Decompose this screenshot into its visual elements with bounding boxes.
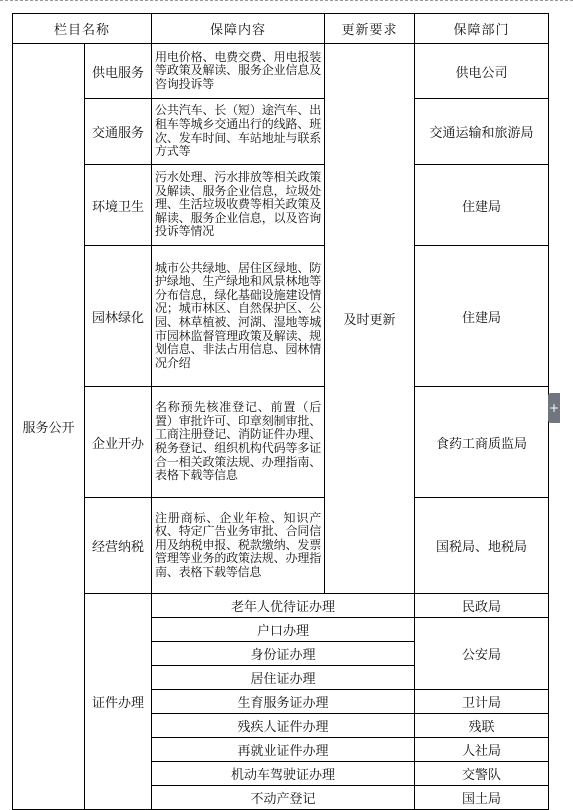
table-row (13, 44, 549, 99)
header-update: 更新要求 (325, 14, 415, 44)
header-content: 保障内容 (152, 14, 325, 44)
category-cell: 服务公开 (13, 44, 85, 810)
content-cell: 用电价格、电费交费、用电报装等政策及解读、服务企业信息及咨询投诉等 (152, 44, 325, 99)
header-dept: 保障部门 (415, 14, 549, 44)
sub-column: 经营纳税 (85, 498, 152, 594)
dept-cell: 交警队 (415, 762, 549, 786)
table-row (13, 99, 549, 165)
document-name: 老年人优待证办理 (152, 594, 415, 618)
sub-column: 环境卫生 (85, 165, 152, 246)
dept-cell: 住建局 (415, 165, 549, 246)
table-row (13, 387, 549, 498)
content-cell: 注册商标、企业年检、知识产权、特定广告业务审批、合同信用及纳税申报、税款缴纳、发票管理等业务的政策法规、办理指南、表格下载等信息 (152, 498, 325, 594)
sub-column: 企业开办 (85, 387, 152, 498)
dept-cell: 国税局、地税局 (415, 498, 549, 594)
plus-icon[interactable]: + (548, 393, 560, 423)
document-name: 生育服务证办理 (152, 690, 415, 714)
dept-cell: 人社局 (415, 738, 549, 762)
dept-cell: 残联 (415, 714, 549, 738)
document-name: 户口办理 (152, 618, 415, 642)
table-row (13, 165, 549, 246)
dept-cell: 公安局 (415, 618, 549, 690)
sub-column: 交通服务 (85, 99, 152, 165)
table-row (13, 246, 549, 387)
content-cell: 污水处理、污水排放等相关政策及解读、服务企业信息，垃圾处理、生活垃圾收费等相关政策及解读、服务企业信息，以及咨询投诉等情况 (152, 165, 325, 246)
document-name: 机动车驾驶证办理 (152, 762, 415, 786)
content-cell: 城市公共绿地、居住区绿地、防护绿地、生产绿地和风景林地等分布信息，绿化基础设施建设情况；城市林区、自然保护区、公园、林草植被、河湖、湿地等城市园林监督管理政策及解读、规划信息、非法占用信息、园林情况介绍 (152, 246, 325, 387)
dept-cell: 民政局 (415, 594, 549, 618)
dept-cell: 住建局 (415, 246, 549, 387)
header-row (13, 14, 549, 44)
document-name: 不动产登记 (152, 786, 415, 810)
header-column-name: 栏目名称 (13, 14, 152, 44)
service-table (12, 13, 549, 810)
content-cell: 公共汽车、长（短）途汽车、出租车等城乡交通出行的线路、班次、发车时间、车站地址与联系方式等 (152, 99, 325, 165)
dept-cell: 交通运输和旅游局 (415, 99, 549, 165)
document-name: 居住证办理 (152, 666, 415, 690)
content-cell: 名称预先核准登记、前置（后置）审批许可、印章刻制审批、工商注册登记、消防证件办理、税务登记、组织机构代码等多证合一相关政策法规、办理指南、表格下载等信息 (152, 387, 325, 498)
document-name: 再就业证件办理 (152, 738, 415, 762)
dept-cell: 卫计局 (415, 690, 549, 714)
dept-cell: 国土局 (415, 786, 549, 810)
table-row (13, 498, 549, 594)
documents-label: 证件办理 (85, 594, 152, 810)
document-name: 残疾人证件办理 (152, 714, 415, 738)
dept-cell: 食药工商质监局 (415, 387, 549, 498)
sub-column: 供电服务 (85, 44, 152, 99)
table-row (13, 594, 549, 618)
document-name: 身份证办理 (152, 642, 415, 666)
page-top-dashed-line (0, 0, 573, 1)
update-requirement-cell: 及时更新 (325, 44, 415, 594)
dept-cell: 供电公司 (415, 44, 549, 99)
sub-column: 园林绿化 (85, 246, 152, 387)
